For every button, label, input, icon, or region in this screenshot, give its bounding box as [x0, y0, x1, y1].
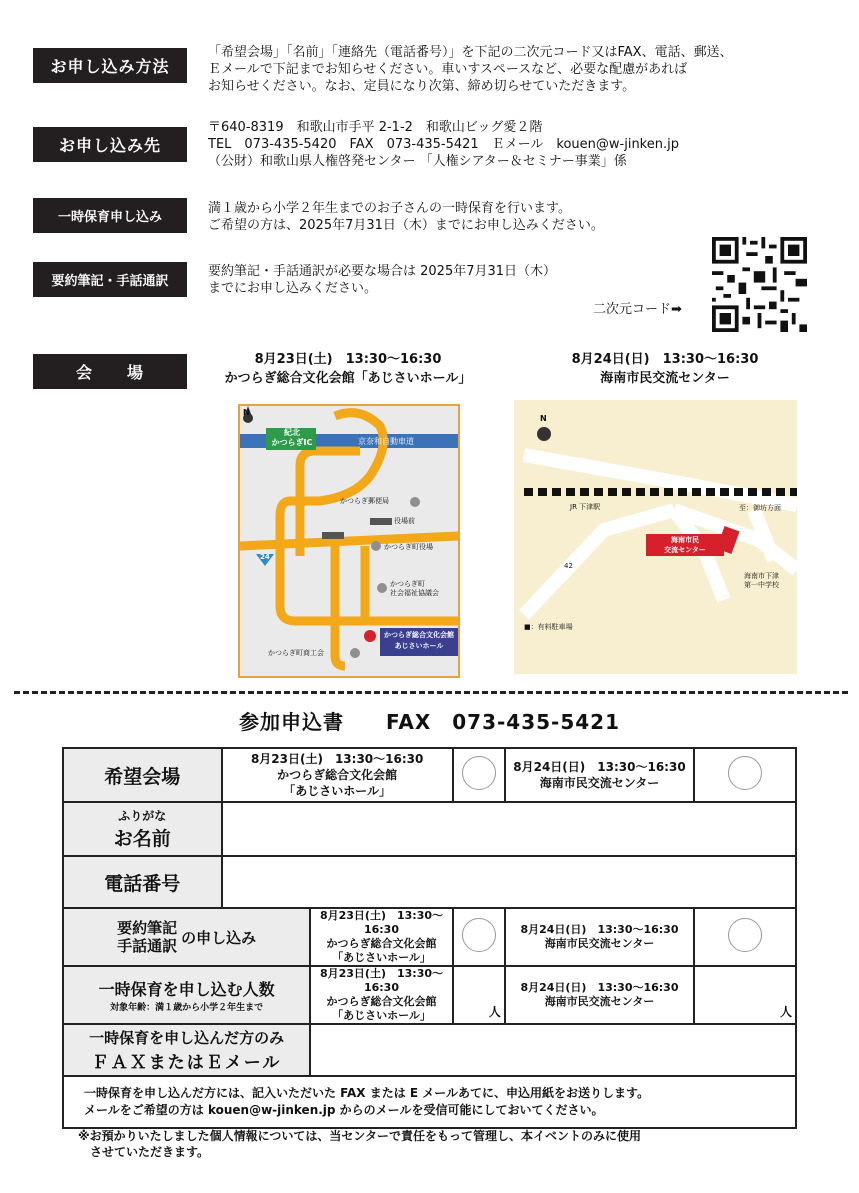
childcare-venue2: 8月24日(日) 13:30〜16:30 海南市民交流センター: [505, 966, 694, 1024]
form-note: 一時保育を申し込んだ方には、記入いただいた FAX または E メールあてに、申込用紙をお送りします。 メールをご希望の方は kouen@w-jinken.jp からのメールを受信可能にしておいてください。: [63, 1076, 796, 1128]
map2-route: 42: [564, 562, 573, 570]
map1-commerce: かつらぎ町商工会: [268, 649, 324, 657]
address-text: 〒640-8319 和歌山市手平 2-1-2 和歌山ビッグ愛２階 TEL 073-435-5420 FAX 073-435-5421 Ｅメール kouen@w-jinken.jp （公財）和歌山県人権啓発センター 「人権シアター＆セミナー事業」係: [208, 120, 679, 169]
venue2-option: 8月24日(日) 13:30〜16:30 海南市民交流センター: [505, 748, 694, 802]
map2-north: N: [540, 414, 547, 423]
map1-yakuba-mae: 役場前: [394, 517, 415, 525]
phone-field[interactable]: [222, 856, 797, 908]
map-kainan[interactable]: [514, 400, 797, 674]
map1-road: 京奈和自動車道: [358, 437, 414, 446]
qr-code-icon[interactable]: [712, 237, 807, 332]
label-childcare: 一時保育申し込み: [33, 198, 187, 233]
map-katsuragi[interactable]: [238, 404, 460, 678]
map1-route: 24: [260, 553, 270, 561]
label-address: お申し込み先: [33, 127, 187, 162]
map1-destination: かつらぎ総合文化会館 あじさいホール: [384, 631, 454, 650]
phone-label: 電話番号: [63, 856, 222, 908]
map1-welfare: かつらぎ町 社会福祉協議会: [390, 580, 439, 597]
childcare-venue1: 8月23日(土) 13:30〜16:30 かつらぎ総合文化会館 「あじさいホール」: [310, 966, 453, 1024]
method-text: 「希望会場」「名前」「連絡先（電話番号）」を下記の二次元コード又はFAX、電話、郵送、 Ｅメールで下記までお知らせください。車いすスペースなど、必要な配慮があれば お知らせください。なお、定員になり次第、締め切らせていただきます。: [208, 45, 733, 94]
label-venue: 会 場: [33, 354, 187, 389]
form-title: 参加申込書 FAX 073-435-5421: [238, 710, 621, 734]
circle-check-icon: [728, 756, 762, 790]
venue1-checkbox[interactable]: [453, 748, 505, 802]
venue-choice-label: 希望会場: [63, 748, 222, 802]
map1-north: N: [243, 408, 250, 417]
map1-post: かつらぎ郵便局: [340, 497, 389, 505]
map1-townhall: かつらぎ町役場: [384, 543, 433, 551]
summary-venue1-checkbox[interactable]: [453, 908, 505, 966]
fax-email-label: 一時保育を申し込んだ方のみ ＦＡＸまたはＥメール: [63, 1024, 310, 1076]
map2-school: 海南市下津 第一中学校: [744, 572, 779, 589]
summary-request-label: 要約筆記 手話通訳 の申し込み: [63, 908, 310, 966]
venue1-date: 8月23日(土) 13:30〜16:30: [254, 352, 442, 367]
circle-check-icon: [462, 756, 496, 790]
childcare-text: 満１歳から小学２年生までのお子さんの一時保育を行います。 ご希望の方は、2025年7月31日（木）までにお申し込みください。: [208, 201, 604, 233]
label-summary: 要約筆記・手話通訳: [33, 262, 187, 297]
venue2-date: 8月24日(日) 13:30〜16:30: [571, 352, 759, 367]
map2-destination: 海南市民 交流センター: [664, 536, 706, 554]
childcare-count-label: 一時保育を申し込む人数 対象年齢：満１歳から小学２年生まで: [63, 966, 310, 1024]
venue2-checkbox[interactable]: [694, 748, 796, 802]
venue1-option: 8月23日(土) 13:30〜16:30 かつらぎ総合文化会館 「あじさいホール」: [222, 748, 453, 802]
label-method: お申し込み方法: [33, 48, 187, 83]
qr-caption: 二次元コード➡: [593, 302, 682, 317]
map2-station: JR 下津駅: [570, 503, 601, 511]
venue1-name: かつらぎ総合文化会館「あじさいホール」: [224, 371, 472, 386]
venue2-name: 海南市民交流センター: [600, 371, 730, 386]
summary-venue2-checkbox[interactable]: [694, 908, 796, 966]
venue2-heading: [545, 350, 785, 388]
privacy-note: ※お預かりいたしました個人情報については、当センターで責任をもって管理し、本イベントのみに使用 させていただきます。: [78, 1129, 641, 1159]
childcare-count-venue2[interactable]: 人: [694, 966, 796, 1024]
cut-line: [14, 691, 848, 694]
summary-text: 要約筆記・手話通訳が必要な場合は 2025年7月31日（木） までにお申し込みください。: [208, 264, 557, 296]
name-field[interactable]: [222, 802, 797, 856]
summary-venue2: 8月24日(日) 13:30〜16:30 海南市民交流センター: [505, 908, 694, 966]
fax-email-field[interactable]: [310, 1024, 796, 1076]
map2-legend: ■：有料駐車場: [524, 623, 573, 631]
circle-check-icon: [462, 918, 496, 952]
application-form: [62, 747, 797, 1129]
name-label: ふりがな お名前: [63, 802, 222, 856]
circle-check-icon: [728, 918, 762, 952]
map1-ic: 紀北 かつらぎIC: [271, 428, 313, 447]
venue1-heading: [208, 350, 488, 388]
summary-venue1: 8月23日(土) 13:30〜16:30 かつらぎ総合文化会館 「あじさいホール」: [310, 908, 453, 966]
map2-direction: 至：御坊方面: [739, 504, 781, 512]
childcare-count-venue1[interactable]: 人: [453, 966, 505, 1024]
